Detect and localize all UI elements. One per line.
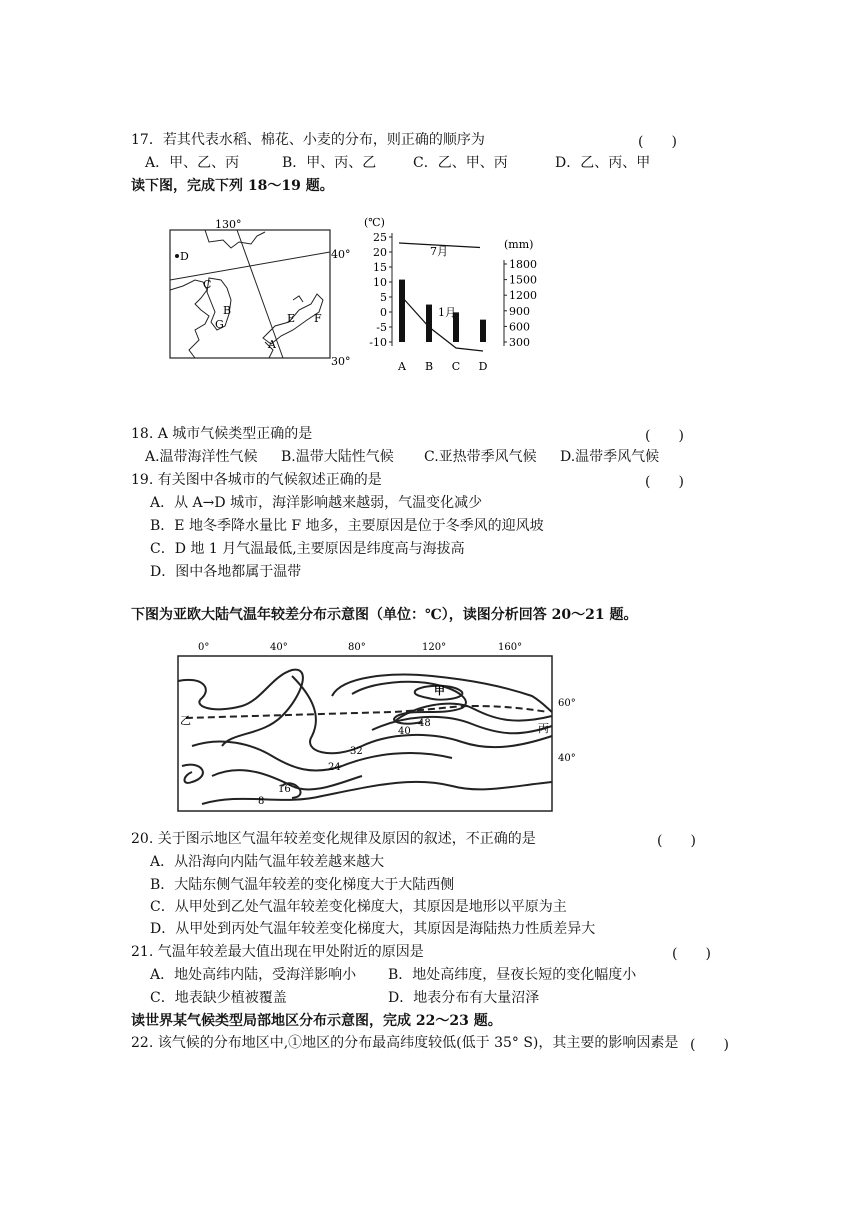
precip-tick-label: 600 [509,320,530,334]
map1-lon-130: 130° [215,218,242,231]
q19-option-d: D．图中各地都属于温带 [150,564,302,580]
q18-option-b: B.温带大陆性气候 [281,449,394,465]
temp-tick-label: 20 [373,246,387,259]
map1-lat-30: 30° [331,355,351,368]
climate-chart [362,212,552,378]
q19-option-b: B．E 地冬季降水量比 F 地多，主要原因是位于冬季风的迎风坡 [150,518,544,534]
precip-tick-label: 900 [509,304,530,318]
temp-tick-label: -10 [369,336,387,349]
place-jia: 甲 [434,684,445,697]
isoline-48: 48 [418,718,431,729]
map2-lon-120: 120° [422,642,447,653]
city-label: B [424,360,434,373]
city-label: D [478,360,488,373]
q19-stem: 19. 有关图中各城市的气候叙述正确的是 [131,472,382,488]
isoline-16: 16 [278,784,291,795]
q21-stem: 21. 气温年较差最大值出现在甲处附近的原因是 [131,944,424,960]
q21-option-b: B．地处高纬度，昼夜长短的变化幅度小 [388,967,637,983]
intro-18-19: 读下图，完成下列 18～19 题。 [131,178,334,194]
map1-point-d: D [180,250,189,263]
q17-option-d: D．乙、丙、甲 [555,155,651,171]
precip-tick-label: 1800 [509,258,537,271]
q20-option-c: C．从甲处到乙处气温年较差变化梯度大，其原因是地形以平原为主 [150,899,567,915]
isoline-8: 8 [258,796,265,807]
q21-option-d: D．地表分布有大量沼泽 [388,990,540,1006]
precip-bar [480,320,486,342]
map1-lat-40: 40° [331,248,351,261]
q21-option-a: A．地处高纬内陆，受海洋影响小 [150,967,357,983]
intro-20-21: 下图为亚欧大陆气温年较差分布示意图（单位：℃），读图分析回答 20～21 题。 [131,607,638,623]
q18-option-d: D.温带季风气候 [560,449,660,465]
q20-option-a: A．从沿海向内陆气温年较差越来越大 [150,854,385,870]
precip-tick-label: 1200 [509,289,537,303]
temp-tick-label: 0 [380,306,387,319]
q21-answer-paren[interactable]: ( ) [672,946,711,962]
city-label: C [451,360,461,373]
temp-unit-label: (℃) [364,216,385,229]
isoline-32: 32 [350,746,363,757]
q18-answer-paren[interactable]: ( ) [645,428,684,444]
place-bing: 丙 [538,722,549,735]
q17-option-b: B．甲、丙、乙 [282,155,377,171]
q19-answer-paren[interactable]: ( ) [645,474,684,490]
precip-unit-label: (mm) [504,238,534,251]
map1-point-e: E [287,312,296,325]
isoline-24: 24 [328,762,341,773]
temp-tick-label: 10 [373,276,387,289]
map2-lon-80: 80° [348,642,366,653]
precip-tick-label: 300 [509,336,530,349]
map1-point-g: G [215,318,224,331]
map2-lon-40: 40° [270,642,288,653]
precip-tick-label: 1500 [509,273,537,287]
place-yi: 乙 [180,714,191,727]
q20-answer-paren[interactable]: ( ) [657,833,696,849]
map2-lon-160: 160° [498,642,523,653]
q18-option-a: A.温带海洋性气候 [145,449,258,465]
q20-option-d: D．从甲处到丙处气温年较差变化梯度大，其原因是海陆热力性质差异大 [150,921,596,937]
q17-stem: 17．若其代表水稻、棉花、小麦的分布，则正确的顺序为 [131,132,485,148]
map1-point-b: B [223,304,232,317]
q22-answer-paren[interactable]: ( ) [690,1037,729,1053]
map2-lon-0: 0° [198,642,210,653]
q17-answer-paren[interactable]: ( ) [638,134,677,150]
city-label: A [398,360,406,373]
eurasia-temp-range-map [172,636,592,816]
jan-line-label: 1月 [438,306,456,319]
july-line-label: 7月 [430,245,448,258]
map1-point-f: F [314,312,322,325]
q17-option-c: C．乙、甲、丙 [413,155,508,171]
intro-22-23: 读世界某气候类型局部地区分布示意图，完成 22～23 题。 [131,1013,502,1029]
temp-tick-label: -5 [376,321,387,334]
temp-tick-label: 5 [380,291,387,304]
q21-option-c: C．地表缺少植被覆盖 [150,990,287,1006]
map1-point-c: C [203,278,212,291]
map1-point-a: A [268,338,276,351]
q18-stem: 18. A 城市气候类型正确的是 [131,426,313,442]
map2-lat-40: 40° [558,753,576,764]
precip-bar [426,305,432,342]
q20-option-b: B．大陆东侧气温年较差的变化梯度大于大陆西侧 [150,877,455,893]
q19-option-a: A．从 A→D 城市，海洋影响越来越弱，气温变化减少 [150,495,483,511]
q18-option-c: C.亚热带季风气候 [424,449,537,465]
q20-stem: 20. 关于图示地区气温年较差变化规律及原因的叙述，不正确的是 [131,831,536,847]
q22-stem: 22. 该气候的分布地区中,①地区的分布最高纬度较低(低于 35° S)，其主要的影响因素是 [131,1035,679,1051]
temp-tick-label: 15 [373,261,387,274]
isoline-40: 40 [398,726,411,737]
map2-lat-60: 60° [558,698,576,709]
east-asia-map [165,218,360,378]
q17-option-a: A．甲、乙、丙 [145,155,240,171]
precip-bar [399,280,405,342]
temp-tick-label: 25 [373,231,387,244]
q19-option-c: C．D 地 1 月气温最低,主要原因是纬度高与海拔高 [150,541,465,557]
